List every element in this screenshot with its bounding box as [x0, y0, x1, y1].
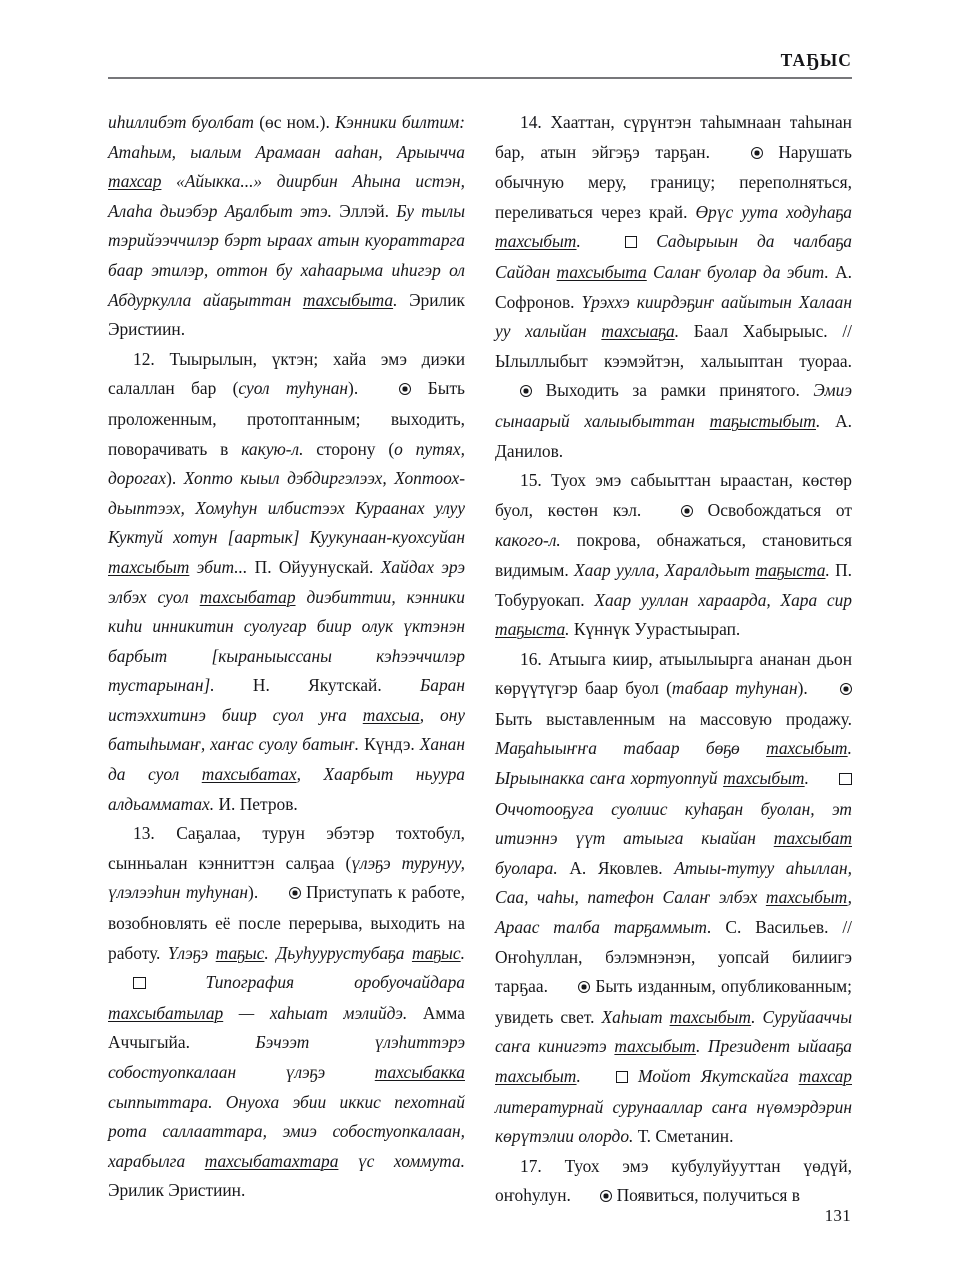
sense-number: 12. — [133, 348, 155, 369]
gloss-text: Быть изданным, опубликованным; увидеть свет. — [495, 976, 852, 1027]
example-text: Хаһыат — [601, 1006, 670, 1027]
headword-form: таҕыста — [495, 619, 566, 640]
gloss-text: ). — [166, 468, 184, 489]
example-text: о путях, дорогах — [108, 438, 465, 489]
sense-number: 16. — [520, 648, 542, 669]
headword-form: тахсыбатылар — [108, 1002, 224, 1023]
example-text: Кэнники билтим: Атаһым, ыалым Арамаан ааһан, Арыычча — [108, 112, 465, 162]
headword-form: тахсыбыт — [669, 1006, 752, 1027]
example-text: , Хаарбыт ньуура алдьамматах. — [108, 764, 465, 814]
example-text: . — [825, 559, 836, 580]
circled-dot-icon — [553, 973, 590, 1003]
example-text: Өрүс уута ходуһаҕа — [695, 201, 852, 222]
example-text: Хаар ууллан хараарда, Хара сир — [594, 589, 852, 610]
example-text: . — [576, 231, 600, 252]
headword-form: тахсыбыт — [495, 1066, 577, 1086]
gloss-text: Туох эмэ сабыыттан ыраастан, көстөр буол, көстөн кэл. — [495, 470, 852, 520]
example-text: . — [576, 1066, 591, 1086]
dictionary-sense — [108, 108, 465, 345]
example-text: суол туһунан — [238, 378, 349, 399]
gloss-text: Туох эмэ кубулуйууттан үөдүй, оҥоһулун. — [495, 1155, 852, 1206]
example-text: литературнай сурунааллар саҥа нүөмэрдэрин көрүтэлии олордо. — [495, 1096, 852, 1147]
example-text: Үрэххэ киирдэҕиҥ аайытын Халаан уу халыйан — [495, 291, 852, 342]
gloss-text: сторону ( — [303, 438, 395, 459]
example-text: . — [804, 768, 815, 789]
gloss-text: Быть проложенным, протоптанным; выходить, поворачивать в — [108, 378, 465, 459]
gloss-text: Выходить за рамки принятого. — [532, 380, 814, 401]
open-square-icon — [108, 969, 146, 999]
dictionary-sense — [495, 108, 852, 466]
example-text: какого-л. — [495, 530, 561, 551]
gloss-text: ). — [348, 378, 375, 399]
headword-form: тахсыбыт — [766, 738, 848, 759]
example-text: Эмиэ сынаарый халыыбыттан — [495, 380, 852, 431]
circled-dot-icon — [495, 377, 532, 407]
gloss-text: Хааттан, сүрүнтэн таһымнаан таһынан бар, атын эйгэҕэ тарҕан. — [495, 112, 852, 162]
example-text: Хаар уулла, Харалдьыт — [574, 559, 756, 580]
headword-form: тахсыбыт — [495, 231, 577, 252]
gloss-text: А. Софронов. — [495, 261, 852, 312]
sense-number: 17. — [520, 1155, 542, 1176]
gloss-text: Освобождаться от — [692, 499, 853, 520]
circled-dot-icon — [726, 139, 763, 169]
example-text: табаар туһунан — [671, 678, 798, 699]
example-text: иһиллибэт буолбат — [108, 112, 254, 132]
column-right — [495, 108, 852, 1212]
gloss-text: ). — [797, 678, 815, 699]
example-text: . Дьуһуурустубаҕа — [264, 942, 412, 963]
sense-number: 14. — [520, 112, 542, 132]
example-text: — хаһыат мэлийдэ. — [223, 1002, 423, 1023]
example-text: Садырыын да чалбаҕа Сайдан — [495, 231, 852, 282]
example-text: Үлэҕэ — [167, 942, 216, 963]
example-text: Маҕаһыыҥҥа табаар бөҕө — [495, 738, 767, 759]
gloss-text: (өс ном.). — [253, 112, 336, 132]
headword-form: тахсар — [108, 171, 162, 192]
headword-form: тахсыаҕа — [601, 321, 675, 342]
circled-dot-icon — [374, 375, 411, 405]
example-text: үс хоммута. — [338, 1150, 465, 1171]
headword-form: тахсыбыт — [723, 768, 805, 789]
example-text: . — [460, 942, 465, 963]
example-text: Бу тылы тэрийээччилэр бэрт ыраах атын куораттарга баар этилэр, оттон бу хаһаарыма иһигэр ол Абдуркулла айаҕыттан — [108, 200, 465, 310]
open-square-icon — [591, 1063, 629, 1093]
dictionary-sense — [108, 345, 465, 820]
text-columns — [108, 108, 852, 1212]
example-text: какую-л. — [241, 438, 304, 459]
example-text: . Ырыынакка саҥа хортуоппуй — [495, 738, 852, 789]
gloss-text: А. Данилов. — [495, 410, 852, 461]
headword-form: таҕыстыбыт — [709, 410, 816, 431]
headword-form: таҕыста — [755, 559, 826, 580]
headword-form: тахсыбыт — [614, 1036, 696, 1057]
gloss-text: Тыырылын, үктэн; хайа эмэ диэки салаллан бар ( — [108, 348, 465, 399]
gloss-text: покрова, обнажаться, становиться видимым. — [495, 530, 852, 580]
headword-form: таҕыс — [215, 942, 265, 963]
dictionary-sense — [108, 819, 465, 1206]
headword-form: тахсыбат — [773, 828, 852, 849]
gloss-text: ). — [248, 882, 264, 903]
sense-number: 13. — [133, 823, 155, 844]
example-text: үлэҕэ турунуу, үлэлээһин туһунан — [108, 852, 465, 903]
gloss-text: Атыыга киир, атыылыырга ананан дьон көрүүтүгэр баар буол ( — [495, 648, 852, 699]
example-text: , ону батыһымаҥ, хаҥас суолу батыҥ. — [108, 704, 465, 755]
example-text: Типография оробуочайдара — [145, 972, 465, 993]
example-text: сыппыттара. Онуоха эбии иккис пехотнай рота саллааттара, эмиэ собостуопкалаан, харабылга — [108, 1091, 465, 1171]
gloss-text: Эллэй. — [339, 200, 397, 221]
gloss-text: П. Ойуунускай. — [254, 556, 381, 577]
running-head — [108, 52, 852, 79]
gloss-text: Амма Аччыгыйа. — [108, 1002, 465, 1053]
example-text: Оччотооҕуга суолиис куһаҕан буолан, эт итиэннэ үүт атыыга кыайан — [495, 798, 852, 849]
gloss-text: Эрилик Эристиин. — [108, 289, 465, 340]
gloss-text: Нарушать обычную меру, границу; переполняться, переливаться через край. — [495, 141, 852, 222]
running-head-title: ТАҔЫС — [780, 50, 852, 70]
circled-dot-icon — [656, 497, 693, 527]
headword-form: тахсыбатар — [199, 586, 296, 607]
column-left — [108, 108, 465, 1212]
headword-form: тахсыбатахтара — [204, 1150, 339, 1171]
dictionary-sense — [495, 466, 852, 645]
gloss-text: Саҕалаа, турун эбэтэр тохтобул, сынньалан кэнниттэн салҕаа ( — [108, 823, 465, 873]
gloss-text: Н. Якутскай. — [252, 675, 421, 696]
open-square-icon — [600, 228, 638, 258]
example-text: . — [674, 321, 694, 342]
example-text: . — [393, 289, 410, 310]
example-text: Баран истэххитинэ биир суол уҥа — [108, 675, 465, 725]
headword-form: тахсыа — [362, 704, 420, 725]
example-text: Салаҥ буолар да эбит. — [646, 261, 836, 282]
gloss-text: Күндэ. — [364, 734, 420, 755]
example-text: «Айыкка...» диирбин Аһына истэн, Алаһа дьиэбэр Аҕалбыт этэ. — [108, 171, 465, 221]
example-text: Мойот Якутскайга — [628, 1066, 799, 1086]
example-text: . — [815, 410, 836, 431]
headword-form: таҕыс — [411, 942, 461, 963]
example-text: Бэчээт үлэһиттэрэ собостуопкалаан үлэҕэ — [108, 1032, 465, 1082]
headword-form: тахсыбакка — [374, 1062, 465, 1082]
gloss-text: Появиться, получиться в — [612, 1185, 800, 1206]
example-text: . Президент ыйааҕа — [695, 1036, 853, 1057]
dictionary-sense — [495, 645, 852, 1152]
headword-form: тахсыбыта — [556, 261, 647, 282]
circled-dot-icon — [264, 879, 301, 909]
example-text: диэбиттии, кэнники киһи инникитин суолугар биир олук үктэнэн барбыт [кыраныыссаны кэһээччилэр тустарынан]. — [108, 586, 465, 696]
headword-form: тахсыбыта — [302, 289, 394, 310]
headword-form: тахсыбыт — [108, 556, 190, 577]
headword-form: тахсыбыт — [765, 887, 848, 908]
circled-dot-icon — [815, 675, 852, 705]
gloss-text: П. Тобуруокап. — [495, 559, 852, 610]
example-text: Хайдах эрэ элбэх суол — [108, 556, 466, 607]
headword-form: тахсар — [798, 1066, 852, 1086]
example-text: . Суруйааччы саҥа кинигэтэ — [495, 1006, 852, 1057]
circled-dot-icon — [575, 1182, 612, 1212]
gloss-text: А. Яковлев. — [569, 857, 675, 878]
gloss-text: Приступать к работе, возобновлять её после перерыва, выходить на работу. — [108, 882, 465, 963]
example-text: Ханан да суол — [108, 734, 465, 785]
gloss-text: Баал Хабырыыс. // Ылыллыбыт кээмэйтэн, халыыптан туораа. — [495, 321, 852, 371]
example-text: Хопто кыыл дэбдиргэлээх, Хоптоох-дьыптээх, Хомуһун илбистээх Кураанах улуу Куктуй хотун [аартык] Куукунаан-куохсуйан — [108, 468, 465, 548]
dictionary-sense — [495, 1152, 852, 1212]
gloss-text: Т. Сметанин. — [637, 1126, 734, 1147]
example-text: эбит... — [189, 556, 255, 577]
page-number: 131 — [824, 1206, 851, 1225]
gloss-text: Күннүк Уурастыырап. — [573, 619, 741, 640]
example-text: буолара. — [495, 857, 570, 878]
gloss-text: Быть выставленным на массовую продажу. — [495, 708, 852, 729]
gloss-text: С. Васильев. // Оҥоһуллан, бэлэмнэнэн, уопсай билиигэ тарҕаа. — [495, 917, 852, 997]
example-text: . — [565, 619, 574, 640]
running-head-rule — [108, 77, 852, 80]
gloss-text: И. Петров. — [218, 793, 298, 814]
example-text: Атыы-тутуу аһыллан, Саа, чаһы, патефон Салаҥ элбэх — [495, 857, 852, 908]
headword-form: тахсыбатах — [201, 764, 297, 785]
gloss-text: Эрилик Эристиин. — [108, 1180, 246, 1201]
example-text: , Араас талба тарҕаммыт. — [495, 887, 852, 938]
open-square-icon — [814, 765, 852, 795]
sense-number: 15. — [520, 470, 542, 491]
